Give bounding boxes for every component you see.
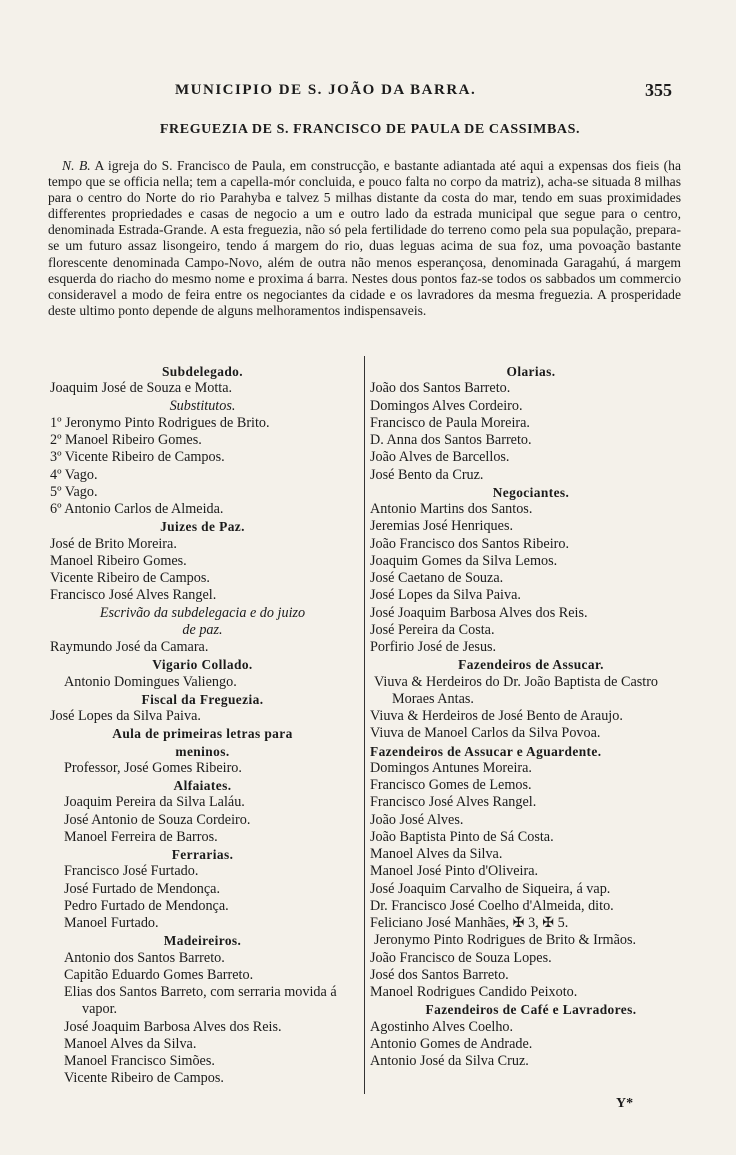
heading-olarias: Olarias. bbox=[506, 364, 556, 379]
section-title: FREGUEZIA DE S. FRANCISCO DE PAULA DE CASSIMBAS. bbox=[159, 122, 581, 137]
list-item: Joaquim Pereira da Silva Laláu. bbox=[64, 794, 245, 811]
list-item: 1º Jeronymo Pinto Rodrigues de Brito. bbox=[50, 414, 270, 431]
list-item: Viuva & Herdeiros de José Bento de Araujo. bbox=[370, 708, 623, 724]
list-item: Francisco José Alves Rangel. bbox=[50, 587, 217, 604]
left-column bbox=[50, 363, 355, 1088]
heading-negociantes: Negociantes. bbox=[492, 484, 570, 500]
list-item: Elias dos Santos Barreto, com serraria movida á vapor. bbox=[64, 984, 337, 1018]
list-item: José Joaquim Barbosa Alves dos Reis. bbox=[64, 1018, 282, 1035]
list-item: Vicente Ribeiro de Campos. bbox=[50, 570, 210, 586]
list-item: Manoel Alves da Silva. bbox=[370, 846, 503, 862]
heading-subdelegado: Subdelegado. bbox=[161, 364, 244, 379]
heading-aula-cont: meninos. bbox=[175, 743, 230, 759]
list-item: 5º Vago. bbox=[50, 483, 98, 500]
page-number: 355 bbox=[645, 80, 672, 100]
list-item: Professor, José Gomes Ribeiro. bbox=[64, 759, 242, 776]
list-item: José Antonio de Souza Cordeiro. bbox=[64, 811, 251, 828]
heading-madeireiros: Madeireiros. bbox=[163, 933, 242, 949]
list-item: João Francisco dos Santos Ribeiro. bbox=[370, 535, 569, 552]
list-item: Jeronymo Pinto Rodrigues de Brito & Irmãos. bbox=[374, 932, 637, 949]
list-item: Viuva de Manoel Carlos da Silva Povoa. bbox=[370, 725, 601, 742]
list-item: Manoel Ferreira de Barros. bbox=[64, 828, 218, 845]
list-item: Francisco José Furtado. bbox=[64, 863, 199, 880]
list-item: José Caetano de Souza. bbox=[370, 570, 504, 586]
list-item: Dr. Francisco José Coelho d'Almeida, dito. bbox=[370, 897, 614, 914]
list-item: José Lopes da Silva Paiva. bbox=[370, 587, 521, 604]
list-item: Agostinho Alves Coelho. bbox=[370, 1018, 514, 1035]
list-item: D. Anna dos Santos Barreto. bbox=[370, 432, 532, 448]
list-item: Vicente Ribeiro de Campos. bbox=[64, 1070, 224, 1087]
list-item: Viuva & Herdeiros do Dr. João Baptista de Castro Moraes Antas. bbox=[374, 673, 659, 707]
heading-juizes-de-paz: Juizes de Paz. bbox=[160, 519, 245, 535]
list-item: Manoel Furtado. bbox=[64, 915, 159, 931]
heading-fiscal: Fiscal da Freguezia. bbox=[141, 691, 264, 707]
list-item: João Francisco de Souza Lopes. bbox=[370, 949, 552, 966]
list-item: Domingos Alves Cordeiro. bbox=[370, 397, 523, 414]
list-item: José Pereira da Costa. bbox=[370, 621, 495, 638]
list-item: Manoel Rodrigues Candido Peixoto. bbox=[370, 984, 578, 1000]
list-item: Capitão Eduardo Gomes Barreto. bbox=[64, 966, 254, 983]
running-title: MUNICIPIO DE S. JOÃO DA BARRA. bbox=[175, 82, 477, 98]
list-item: Domingos Antunes Moreira. bbox=[370, 759, 532, 776]
list-item: Jeremias José Henriques. bbox=[370, 518, 514, 535]
right-column bbox=[370, 363, 692, 1070]
list-item: Pedro Furtado de Mendonça. bbox=[64, 897, 229, 914]
list-item: José Lopes da Silva Paiva. bbox=[50, 708, 201, 724]
list-item: 6º Antonio Carlos de Almeida. bbox=[50, 501, 224, 517]
list-item: Antonio Domingues Valiengo. bbox=[64, 673, 237, 690]
list-item: Antonio Martins dos Santos. bbox=[370, 501, 533, 517]
column-divider bbox=[364, 356, 365, 1094]
heading-substitutos: Substitutos. bbox=[169, 397, 236, 414]
intro-label: N. B. bbox=[62, 158, 91, 173]
heading-fazendeiros-aguardente: Fazendeiros de Assucar e Aguardente. bbox=[370, 743, 602, 759]
list-item: Raymundo José da Camara. bbox=[50, 639, 209, 655]
list-item: Joaquim José de Souza e Motta. bbox=[50, 380, 233, 397]
heading-fazendeiros-cafe: Fazendeiros de Café e Lavradores. bbox=[425, 1002, 637, 1018]
heading-alfaiates: Alfaiates. bbox=[173, 778, 232, 793]
list-item: João Alves de Barcellos. bbox=[370, 449, 510, 466]
list-item: Manoel Ribeiro Gomes. bbox=[50, 552, 187, 569]
list-item: José dos Santos Barreto. bbox=[370, 966, 509, 983]
heading-vigario: Vigario Collado. bbox=[152, 657, 253, 673]
list-item: Antonio Gomes de Andrade. bbox=[370, 1035, 533, 1052]
list-item: Manoel Francisco Simões. bbox=[64, 1053, 215, 1069]
list-item: José Bento da Cruz. bbox=[370, 466, 484, 483]
list-item: Joaquim Gomes da Silva Lemos. bbox=[370, 552, 558, 569]
list-item: Manoel Alves da Silva. bbox=[64, 1035, 197, 1052]
list-item: José Joaquim Carvalho de Siqueira, á vap. bbox=[370, 880, 611, 897]
list-item: Francisco de Paula Moreira. bbox=[370, 414, 530, 431]
list-item: José de Brito Moreira. bbox=[50, 535, 177, 552]
list-item: Manoel José Pinto d'Oliveira. bbox=[370, 863, 539, 880]
list-item: Porfirio José de Jesus. bbox=[370, 639, 497, 655]
list-item: Francisco Gomes de Lemos. bbox=[370, 777, 532, 793]
heading-fazendeiros-assucar: Fazendeiros de Assucar. bbox=[458, 657, 604, 673]
heading-escrivao-cont: de paz. bbox=[182, 621, 223, 638]
list-item: José Joaquim Barbosa Alves dos Reis. bbox=[370, 604, 588, 621]
heading-ferrarias: Ferrarias. bbox=[171, 847, 234, 862]
list-item: João José Alves. bbox=[370, 811, 464, 828]
list-item: 4º Vago. bbox=[50, 466, 98, 483]
signature-mark: Y* bbox=[616, 1096, 634, 1111]
list-item: Antonio José da Silva Cruz. bbox=[370, 1053, 529, 1069]
list-item: Feliciano José Manhães, ✠ 3, ✠ 5. bbox=[370, 915, 569, 931]
list-item: João Baptista Pinto de Sá Costa. bbox=[370, 828, 554, 845]
heading-aula: Aula de primeiras letras para bbox=[112, 726, 293, 742]
intro-text: A igreja do S. Francisco de Paula, em construcção, e bastante adiantada até aqui a expensas dos fieis (ha tempo que se officia nella; tem a capella-mór concluida, e pouco falta no corpo da matriz), acha-se situada 8 milhas para o centro do Norte do rio Parahyba e talvez 5 milhas distante da costa do mar, tendo em suas proximidades differentes propriedades e casas de negocio a um e outro lado da estrada municipal que segue para o centro, denominada Estrada-Grande. A esta freguezia, não só pela fertilidade do terreno como pela sua população, prepara-se um futuro assaz lisongeiro, tendo á margem do rio, duas leguas acima de sua foz, uma povoação bastante florescente denominada Campo-Novo, além de outra não menos esperançosa, denominada Garagahú, á margem esquerda do riacho do mesmo nome e proxima á barra. Nestes dous pontos faz-se todos os sabbados um commercio consideravel a modo de feira entre os negociantes da cidade e os lavradores da mesma freguezia. A prosperidade deste ultimo ponto depende de alguns melhoramentos indispensaveis. bbox=[48, 158, 681, 318]
heading-escrivao: Escrivão da subdelegacia e do juizo bbox=[99, 604, 306, 621]
list-item: João dos Santos Barreto. bbox=[370, 380, 511, 397]
list-item: Antonio dos Santos Barreto. bbox=[64, 949, 225, 966]
list-item: 3º Vicente Ribeiro de Campos. bbox=[50, 449, 225, 466]
intro-paragraph bbox=[48, 158, 681, 319]
list-item: 2º Manoel Ribeiro Gomes. bbox=[50, 432, 202, 448]
list-item: Francisco José Alves Rangel. bbox=[370, 794, 537, 811]
list-item: José Furtado de Mendonça. bbox=[64, 880, 221, 897]
